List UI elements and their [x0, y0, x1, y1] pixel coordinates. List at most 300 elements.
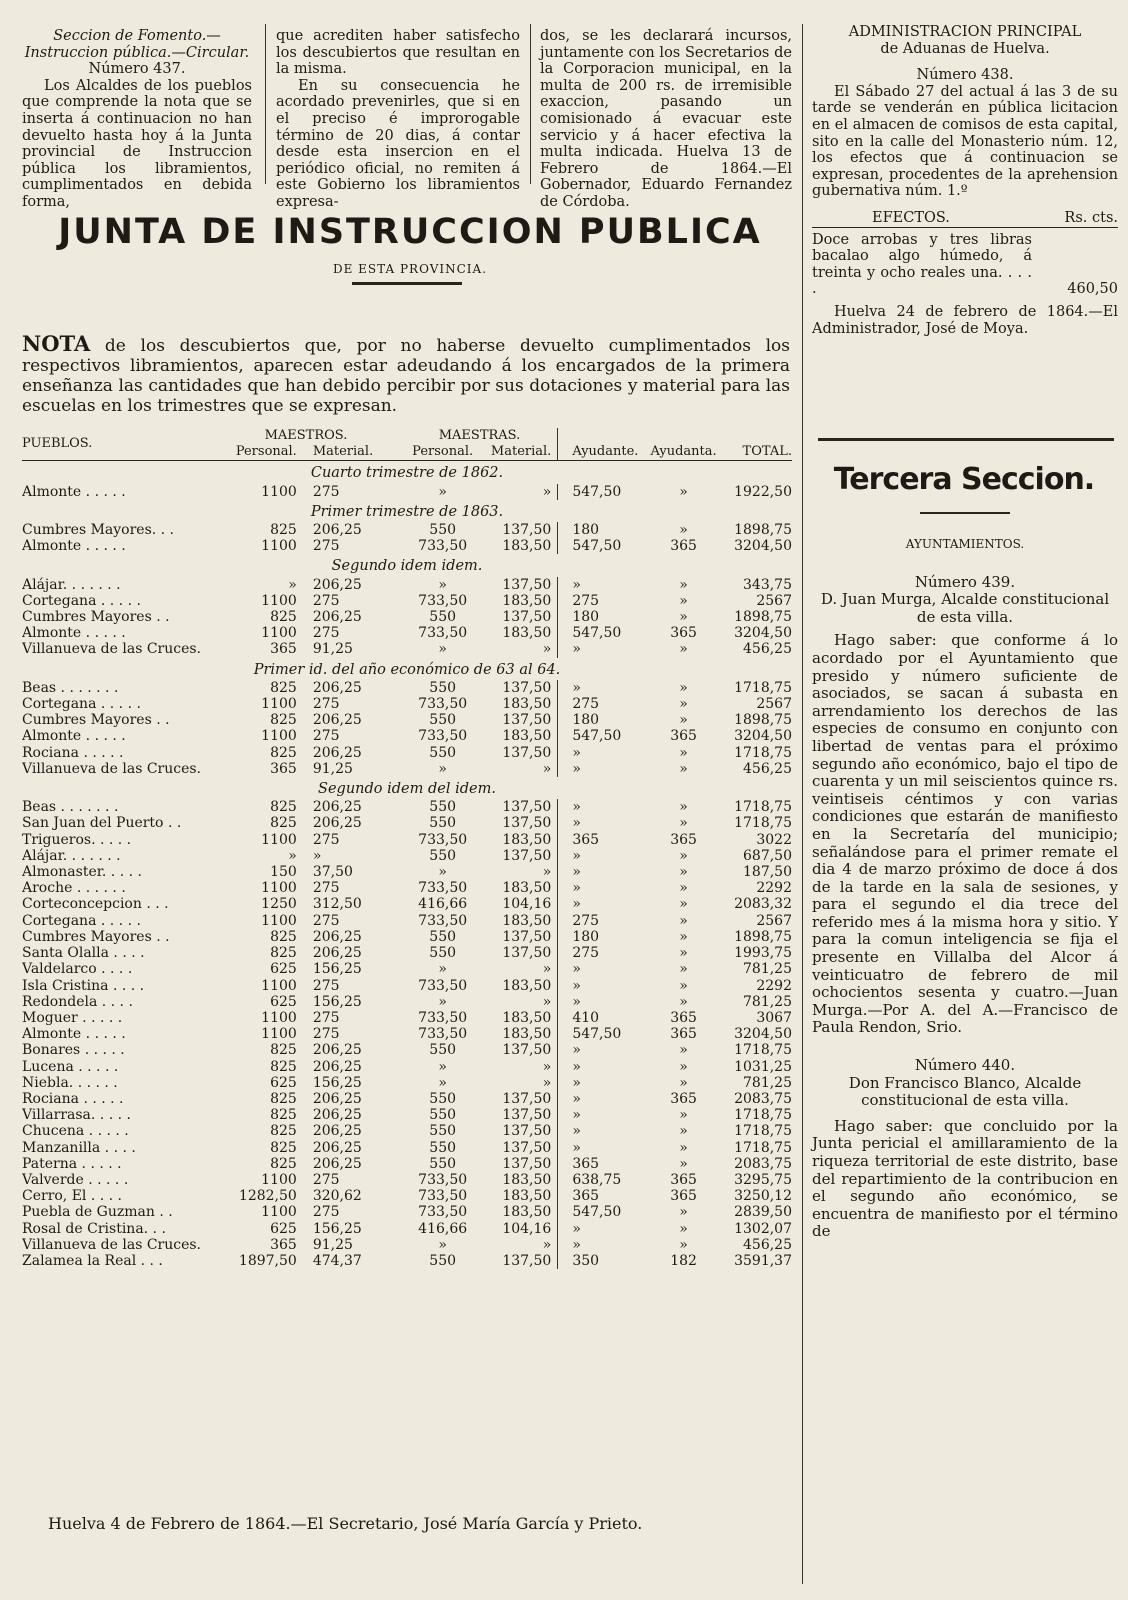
cell-personal: 825	[270, 1107, 297, 1124]
table-row	[22, 538, 792, 554]
header-total: TOTAL.	[742, 444, 792, 460]
cell-material-maestras: »	[542, 483, 552, 500]
cell-personal-maestras: 550	[429, 847, 457, 864]
cell-total: 1898,75	[734, 712, 792, 729]
cell-personal-maestras: »	[438, 576, 447, 593]
cell-material: 275	[312, 1171, 340, 1188]
cell-material-maestras: »	[542, 993, 552, 1010]
junta-subtitle: DE ESTA PROVINCIA.	[332, 262, 488, 276]
section-title-row	[22, 554, 792, 576]
cell-pueblo: Cumbres Mayores. . .	[22, 522, 175, 539]
header-maestras: MAESTRAS.	[438, 428, 521, 443]
cell-personal: 825	[270, 1058, 297, 1075]
cell-total: 781,25	[743, 1074, 792, 1091]
table-row	[22, 1075, 792, 1091]
cell-ayudante: »	[558, 1042, 649, 1058]
cell-personal: 825	[270, 799, 297, 816]
cell-personal-maestras: 733,50	[418, 1188, 468, 1205]
section-heading: Seccion de Fomento.—Instruccion pública.—Circular.	[24, 28, 250, 61]
cell-total: 456,25	[743, 641, 792, 658]
cell-total: 781,25	[743, 993, 792, 1010]
table-row	[22, 848, 792, 864]
cell-material: 206,25	[312, 1139, 362, 1156]
column-rule	[265, 24, 266, 184]
cell-personal-maestras: »	[438, 1074, 447, 1091]
table-row	[22, 1172, 792, 1188]
cell-personal-maestras: 550	[429, 1252, 457, 1269]
cell-material: 275	[312, 912, 340, 929]
cell-material-maestras: 137,50	[502, 609, 552, 626]
cell-material-maestras: 137,50	[502, 928, 552, 945]
cell-pueblo: Alájar. . . . . . .	[22, 576, 121, 593]
table-row	[22, 625, 792, 641]
cell-material-maestras: 183,50	[502, 977, 552, 994]
title-rule	[352, 282, 462, 285]
cell-total: 1718,75	[734, 815, 792, 832]
cell-pueblo: Isla Cristina . . . .	[22, 977, 145, 994]
cell-ayudanta: 365	[670, 728, 697, 745]
cell-material: 206,25	[312, 1058, 362, 1075]
cell-ayudante: 547,50	[558, 1204, 649, 1220]
cell-ayudante: »	[558, 1059, 649, 1075]
cell-total: 456,25	[743, 1236, 792, 1253]
cell-total: 1718,75	[734, 1139, 792, 1156]
cell-personal: 1100	[261, 1026, 297, 1043]
cell-ayudanta: »	[679, 679, 688, 696]
top-left-column	[22, 28, 252, 211]
table-row	[22, 945, 792, 961]
column-rule	[530, 24, 531, 184]
cell-personal-maestras: 733,50	[418, 1009, 468, 1026]
cell-ayudanta: »	[679, 977, 688, 994]
cell-material: 156,25	[312, 961, 362, 978]
cell-total: 3204,50	[734, 538, 792, 555]
cell-material-maestras: 137,50	[502, 847, 552, 864]
cell-personal: 825	[270, 1090, 297, 1107]
table-row	[22, 864, 792, 880]
cell-total: 2083,75	[734, 1090, 792, 1107]
cell-material-maestras: 137,50	[502, 815, 552, 832]
cell-ayudanta: »	[679, 815, 688, 832]
cell-total: 1718,75	[734, 1042, 792, 1059]
header-ayudante: Ayudante.	[558, 444, 649, 461]
cell-ayudante: »	[558, 880, 649, 896]
cell-ayudante: »	[558, 1237, 649, 1253]
cell-pueblo: Rociana . . . . .	[22, 1090, 124, 1107]
cell-personal-maestras: 550	[429, 522, 457, 539]
cell-pueblo: Zalamea la Real . . .	[22, 1252, 163, 1269]
cell-material-maestras: 183,50	[502, 728, 552, 745]
cell-ayudanta: »	[679, 712, 688, 729]
header-personal: Personal.	[235, 444, 297, 460]
cell-personal-maestras: 733,50	[418, 880, 468, 897]
cell-ayudanta: »	[679, 799, 688, 816]
cell-material-maestras: 183,50	[502, 1188, 552, 1205]
cell-material-maestras: 183,50	[502, 592, 552, 609]
section-title-row	[22, 777, 792, 799]
efectos-item: Doce arrobas y tres libras bacalao algo húmedo, á treinta y ocho reales una. . . . .	[812, 231, 1032, 298]
cell-ayudante: 547,50	[558, 728, 649, 744]
cell-pueblo: Rociana . . . . .	[22, 744, 124, 761]
cell-ayudanta: »	[679, 609, 688, 626]
cell-ayudanta: »	[679, 696, 688, 713]
notice-body-paragraph: En su consecuencia he acordado prevenirles, que si en el preciso é improrogable término de 20 dias, á contar desde esta insercion en el periódico oficial, no remiten á este Gobierno los libramientos expresa-	[276, 77, 520, 210]
section-title-row	[22, 658, 792, 680]
nota-lead-word: NOTA	[22, 331, 91, 356]
cell-material: 91,25	[312, 641, 353, 658]
cell-material: 206,25	[312, 744, 362, 761]
cell-ayudanta: »	[679, 864, 688, 881]
cell-personal: 1100	[261, 831, 297, 848]
cell-pueblo: Valverde . . . . .	[22, 1171, 129, 1188]
cell-pueblo: Chucena . . . . .	[22, 1123, 129, 1140]
cell-total: 2083,32	[734, 896, 792, 913]
cell-personal: 1100	[261, 912, 297, 929]
cell-pueblo: Villarrasa. . . . .	[22, 1107, 131, 1124]
table-row	[22, 696, 792, 712]
cell-pueblo: Puebla de Guzman . .	[22, 1204, 173, 1221]
cell-ayudanta: »	[679, 928, 688, 945]
cell-ayudante: »	[558, 848, 649, 864]
cell-personal: 825	[270, 1042, 297, 1059]
section-title: Segundo idem del idem.	[318, 781, 496, 798]
cell-material-maestras: 137,50	[502, 1123, 552, 1140]
cell-pueblo: Beas . . . . . . .	[22, 799, 119, 816]
efectos-header	[812, 210, 1118, 228]
cell-material: 206,25	[312, 1090, 362, 1107]
admin-title: ADMINISTRACION PRINCIPAL	[848, 24, 1082, 40]
cell-material-maestras: 183,50	[502, 625, 552, 642]
cell-material-maestras: »	[542, 1236, 552, 1253]
table-row	[22, 929, 792, 945]
cell-material: 275	[312, 538, 340, 555]
cell-ayudanta: »	[679, 1204, 688, 1221]
cell-material: 206,25	[312, 815, 362, 832]
cell-personal: 150	[270, 864, 297, 881]
cell-ayudante: »	[558, 994, 649, 1010]
cell-ayudanta: »	[679, 744, 688, 761]
cell-personal-maestras: 733,50	[418, 831, 468, 848]
cell-material-maestras: »	[542, 641, 552, 658]
header-personal-maestras: Personal.	[412, 444, 474, 460]
cell-personal: 825	[270, 609, 297, 626]
table-row	[22, 1010, 792, 1026]
cell-personal: 625	[270, 961, 297, 978]
table-row	[22, 1123, 792, 1139]
cell-ayudante: 410	[558, 1010, 649, 1026]
cell-ayudanta: 365	[670, 1090, 697, 1107]
cell-material: 206,25	[312, 576, 362, 593]
cell-material: 206,25	[312, 1155, 362, 1172]
cell-ayudanta: 365	[670, 1026, 697, 1043]
table-row	[22, 896, 792, 912]
junta-title: JUNTA DE INSTRUCCION PUBLICA	[58, 212, 762, 252]
nota-text: de los descubiertos que, por no haberse devuelto cumplimentados los respectivos libramientos, aparecen estar adeudando á los encargados de la primera enseñanza las cantidades que han debido percibir por sus dotaciones y material para las escuelas en los trimestres que se expresan.	[22, 336, 790, 416]
cell-ayudante: 180	[558, 609, 649, 625]
cell-pueblo: Manzanilla . . . .	[22, 1139, 136, 1156]
cell-material: »	[312, 847, 322, 864]
cell-pueblo: Corteconcepcion . . .	[22, 896, 169, 913]
cell-ayudante: »	[558, 864, 649, 880]
cell-total: 456,25	[743, 760, 792, 777]
cell-material: 275	[312, 1026, 340, 1043]
cell-pueblo: Almonte . . . . .	[22, 538, 126, 555]
section-title: Primer trimestre de 1863.	[310, 503, 504, 520]
notice-body: Los Alcaldes de los pueblos que comprende la nota que se inserta á continuacion no han devuelto hasta hoy á la Junta provincial de Instruccion pública los libramientos, cumplimentados en debida forma,	[22, 77, 252, 210]
table-row	[22, 577, 792, 593]
cell-ayudante: »	[558, 1140, 649, 1156]
cell-personal-maestras: »	[438, 760, 447, 777]
cell-ayudanta: »	[679, 945, 688, 962]
top-middle-column	[276, 28, 520, 211]
cell-pueblo: Almonte . . . . .	[22, 625, 126, 642]
cell-pueblo: Valdelarco . . . .	[22, 961, 133, 978]
cell-personal-maestras: 733,50	[418, 538, 468, 555]
notice-439-number: Número 439.	[914, 572, 1016, 591]
cell-ayudante: 547,50	[558, 484, 649, 500]
cell-pueblo: Trigueros. . . . .	[22, 831, 132, 848]
cell-total: 781,25	[743, 961, 792, 978]
cell-material-maestras: 183,50	[502, 912, 552, 929]
cell-material: 206,25	[312, 799, 362, 816]
cell-personal-maestras: 416,66	[418, 1220, 468, 1237]
cell-personal-maestras: »	[438, 641, 447, 658]
cell-ayudanta: »	[679, 1123, 688, 1140]
cell-ayudanta: 365	[670, 1188, 697, 1205]
cell-ayudante: 180	[558, 522, 649, 538]
cell-personal: 825	[270, 522, 297, 539]
table-row	[22, 1091, 792, 1107]
section-rule-bottom	[920, 512, 1010, 514]
table-row	[22, 1237, 792, 1253]
cell-pueblo: Cumbres Mayores . .	[22, 928, 170, 945]
cell-ayudante: 547,50	[558, 1026, 649, 1042]
cell-material: 206,25	[312, 712, 362, 729]
cell-ayudante: 275	[558, 696, 649, 712]
notice-body-continued: que acrediten haber satisfecho los descubiertos que resultan en la misma.	[276, 28, 520, 78]
cell-total: 3022	[756, 831, 792, 848]
cell-ayudanta: »	[679, 1139, 688, 1156]
cell-total: 1718,75	[734, 1107, 792, 1124]
cell-personal: 625	[270, 1074, 297, 1091]
cell-material-maestras: 183,50	[502, 538, 552, 555]
cell-material: 275	[312, 880, 340, 897]
cell-ayudanta: 365	[670, 538, 697, 555]
cell-personal: 625	[270, 1220, 297, 1237]
cell-ayudante: »	[558, 761, 649, 777]
cell-material-maestras: 104,16	[502, 1220, 552, 1237]
cell-material-maestras: »	[542, 864, 552, 881]
cell-total: 2567	[756, 696, 792, 713]
cell-personal: 1100	[261, 880, 297, 897]
right-column-lower	[812, 536, 1118, 1241]
table-group-header	[22, 428, 792, 444]
cell-ayudante: »	[558, 641, 649, 657]
cell-personal: 825	[270, 945, 297, 962]
notice-438-number: Número 438.	[916, 67, 1014, 84]
cell-total: 2567	[756, 912, 792, 929]
table-row	[22, 1107, 792, 1123]
cell-material-maestras: 137,50	[502, 799, 552, 816]
cell-material: 275	[312, 977, 340, 994]
cell-personal: 1282,50	[238, 1188, 297, 1205]
table-row	[22, 1253, 792, 1269]
cell-personal: 1100	[261, 696, 297, 713]
cell-pueblo: Bonares . . . . .	[22, 1042, 125, 1059]
cell-personal: 825	[270, 712, 297, 729]
cell-personal: 1100	[261, 1009, 297, 1026]
cell-material-maestras: 183,50	[502, 1204, 552, 1221]
cell-personal: 1897,50	[238, 1252, 297, 1269]
cell-personal-maestras: 733,50	[418, 728, 468, 745]
notice-body-end: dos, se les declarará incursos, juntamente con los Secretarios de la Corporacion municipal, en la multa de 200 rs. de irremisible exaccion, pasando un comisionado á evacuar este servicio y á hacer efectiva la multa indicada. Huelva 13 de Febrero de 1864.—El Gobernador, Eduardo Fernandez de Córdoba.	[540, 28, 792, 210]
cell-personal: »	[288, 576, 297, 593]
cell-ayudanta: »	[679, 912, 688, 929]
cell-ayudanta: »	[679, 1074, 688, 1091]
cell-personal-maestras: 550	[429, 712, 457, 729]
cell-material: 206,25	[312, 1107, 362, 1124]
cell-personal-maestras: 550	[429, 609, 457, 626]
header-material-maestras: Material.	[490, 444, 552, 460]
cell-ayudante: »	[558, 1091, 649, 1107]
cell-ayudante: »	[558, 978, 649, 994]
section-rule-top	[818, 438, 1114, 441]
table-row	[22, 1188, 792, 1204]
cell-material: 275	[312, 625, 340, 642]
cell-material: 206,25	[312, 609, 362, 626]
cell-material: 156,25	[312, 1220, 362, 1237]
cell-personal-maestras: 550	[429, 1107, 457, 1124]
cell-personal: 1100	[261, 728, 297, 745]
notice-440-text: Hago saber: que concluido por la Junta pericial el amillaramiento de la riqueza territorial de este distrito, base del repartimiento de la contribucion en el segundo año económico, se encuentra de manifiesto por el término de	[812, 1116, 1118, 1241]
cell-ayudante: »	[558, 1221, 649, 1237]
table-row	[22, 799, 792, 815]
cell-total: 3204,50	[734, 1026, 792, 1043]
cell-personal: 1100	[261, 977, 297, 994]
cell-personal: 825	[270, 1155, 297, 1172]
section-title: Cuarto trimestre de 1862.	[310, 465, 504, 482]
table-row	[22, 641, 792, 657]
cell-total: 1898,75	[734, 928, 792, 945]
cell-material-maestras: 137,50	[502, 1252, 552, 1269]
section-title: Segundo idem idem.	[331, 558, 483, 575]
cell-ayudanta: 365	[670, 1171, 697, 1188]
cell-personal: 825	[270, 815, 297, 832]
cell-personal: 825	[270, 1123, 297, 1140]
table-row	[22, 1026, 792, 1042]
cell-material: 320,62	[312, 1188, 362, 1205]
cell-ayudante: 275	[558, 593, 649, 609]
cell-ayudante: »	[558, 896, 649, 912]
cell-total: 1898,75	[734, 522, 792, 539]
notice-438-text: El Sábado 27 del actual á las 3 de su tarde se venderán en pública licitacion en el almacen de comisos de esta capital, sito en la calle del Monasterio núm. 12, los efectos que á continuacion se expresan, procedentes de la aprehension gubernativa núm. 1.º	[812, 83, 1118, 200]
cell-personal-maestras: 733,50	[418, 1171, 468, 1188]
cell-personal-maestras: 550	[429, 744, 457, 761]
cell-ayudanta: 365	[670, 625, 697, 642]
table-row	[22, 994, 792, 1010]
cell-ayudanta: »	[679, 760, 688, 777]
header-pueblos: PUEBLOS.	[22, 436, 93, 452]
cell-material-maestras: 137,50	[502, 712, 552, 729]
nota-paragraph	[22, 331, 790, 416]
cell-material: 275	[312, 483, 340, 500]
cell-material: 206,25	[312, 679, 362, 696]
cell-total: 3295,75	[734, 1171, 792, 1188]
cell-personal-maestras: 550	[429, 1123, 457, 1140]
cell-material-maestras: 137,50	[502, 1090, 552, 1107]
cell-total: 2839,50	[734, 1204, 792, 1221]
cell-personal-maestras: 733,50	[418, 592, 468, 609]
table-row	[22, 522, 792, 538]
cell-ayudante: »	[558, 577, 649, 593]
cell-pueblo: Cerro, El . . . .	[22, 1188, 123, 1205]
cell-ayudante: 365	[558, 1156, 649, 1172]
cell-material: 156,25	[312, 993, 362, 1010]
cell-personal-maestras: 733,50	[418, 625, 468, 642]
cell-material-maestras: 137,50	[502, 679, 552, 696]
cell-personal: 825	[270, 1139, 297, 1156]
cell-material: 275	[312, 696, 340, 713]
cell-personal-maestras: 550	[429, 1090, 457, 1107]
cell-ayudanta: »	[679, 641, 688, 658]
cell-personal-maestras: 733,50	[418, 1204, 468, 1221]
cell-ayudanta: »	[679, 522, 688, 539]
cell-personal-maestras: 733,50	[418, 977, 468, 994]
cell-pueblo: Niebla. . . . . .	[22, 1074, 118, 1091]
admin-subtitle: de Aduanas de Huelva.	[880, 40, 1050, 57]
cell-pueblo: Aroche . . . . . .	[22, 880, 126, 897]
cell-material-maestras: 137,50	[502, 1107, 552, 1124]
cell-pueblo: Moguer . . . . .	[22, 1009, 123, 1026]
cell-personal-maestras: »	[438, 1236, 447, 1253]
table-footer-signature: Huelva 4 de Febrero de 1864.—El Secretario, José María García y Prieto.	[48, 1514, 643, 1533]
cell-ayudante: »	[558, 1107, 649, 1123]
cell-total: 1993,75	[734, 945, 792, 962]
cell-material: 206,25	[312, 928, 362, 945]
cell-total: 1718,75	[734, 799, 792, 816]
cell-personal-maestras: »	[438, 483, 447, 500]
cell-ayudante: 638,75	[558, 1172, 649, 1188]
cell-ayudante: 180	[558, 712, 649, 728]
cell-personal-maestras: 733,50	[418, 912, 468, 929]
table-row	[22, 1221, 792, 1237]
cell-material: 91,25	[312, 760, 353, 777]
cell-material-maestras: 183,50	[502, 696, 552, 713]
cell-pueblo: Cumbres Mayores . .	[22, 712, 170, 729]
cell-ayudanta: »	[679, 1220, 688, 1237]
ayuntamientos-heading: AYUNTAMIENTOS.	[905, 537, 1025, 551]
header-maestros: MAESTROS.	[264, 428, 348, 443]
cell-personal-maestras: 733,50	[418, 696, 468, 713]
cell-material: 206,25	[312, 1123, 362, 1140]
cell-personal-maestras: »	[438, 864, 447, 881]
cell-pueblo: San Juan del Puerto . .	[22, 815, 182, 832]
cell-personal: 625	[270, 993, 297, 1010]
efectos-heading: EFECTOS.	[872, 209, 950, 226]
cell-ayudante: 350	[558, 1253, 649, 1269]
cell-ayudante: »	[558, 961, 649, 977]
table-row	[22, 680, 792, 696]
table-row	[22, 832, 792, 848]
notice-number: Número 437.	[88, 61, 186, 78]
table-row	[22, 745, 792, 761]
cell-personal: 1100	[261, 483, 297, 500]
cell-pueblo: Alájar. . . . . . .	[22, 847, 121, 864]
cell-personal-maestras: 550	[429, 1139, 457, 1156]
tercera-seccion-heading: Tercera Seccion.	[833, 462, 1095, 497]
cell-material-maestras: 137,50	[502, 1042, 552, 1059]
cell-material: 275	[312, 1204, 340, 1221]
